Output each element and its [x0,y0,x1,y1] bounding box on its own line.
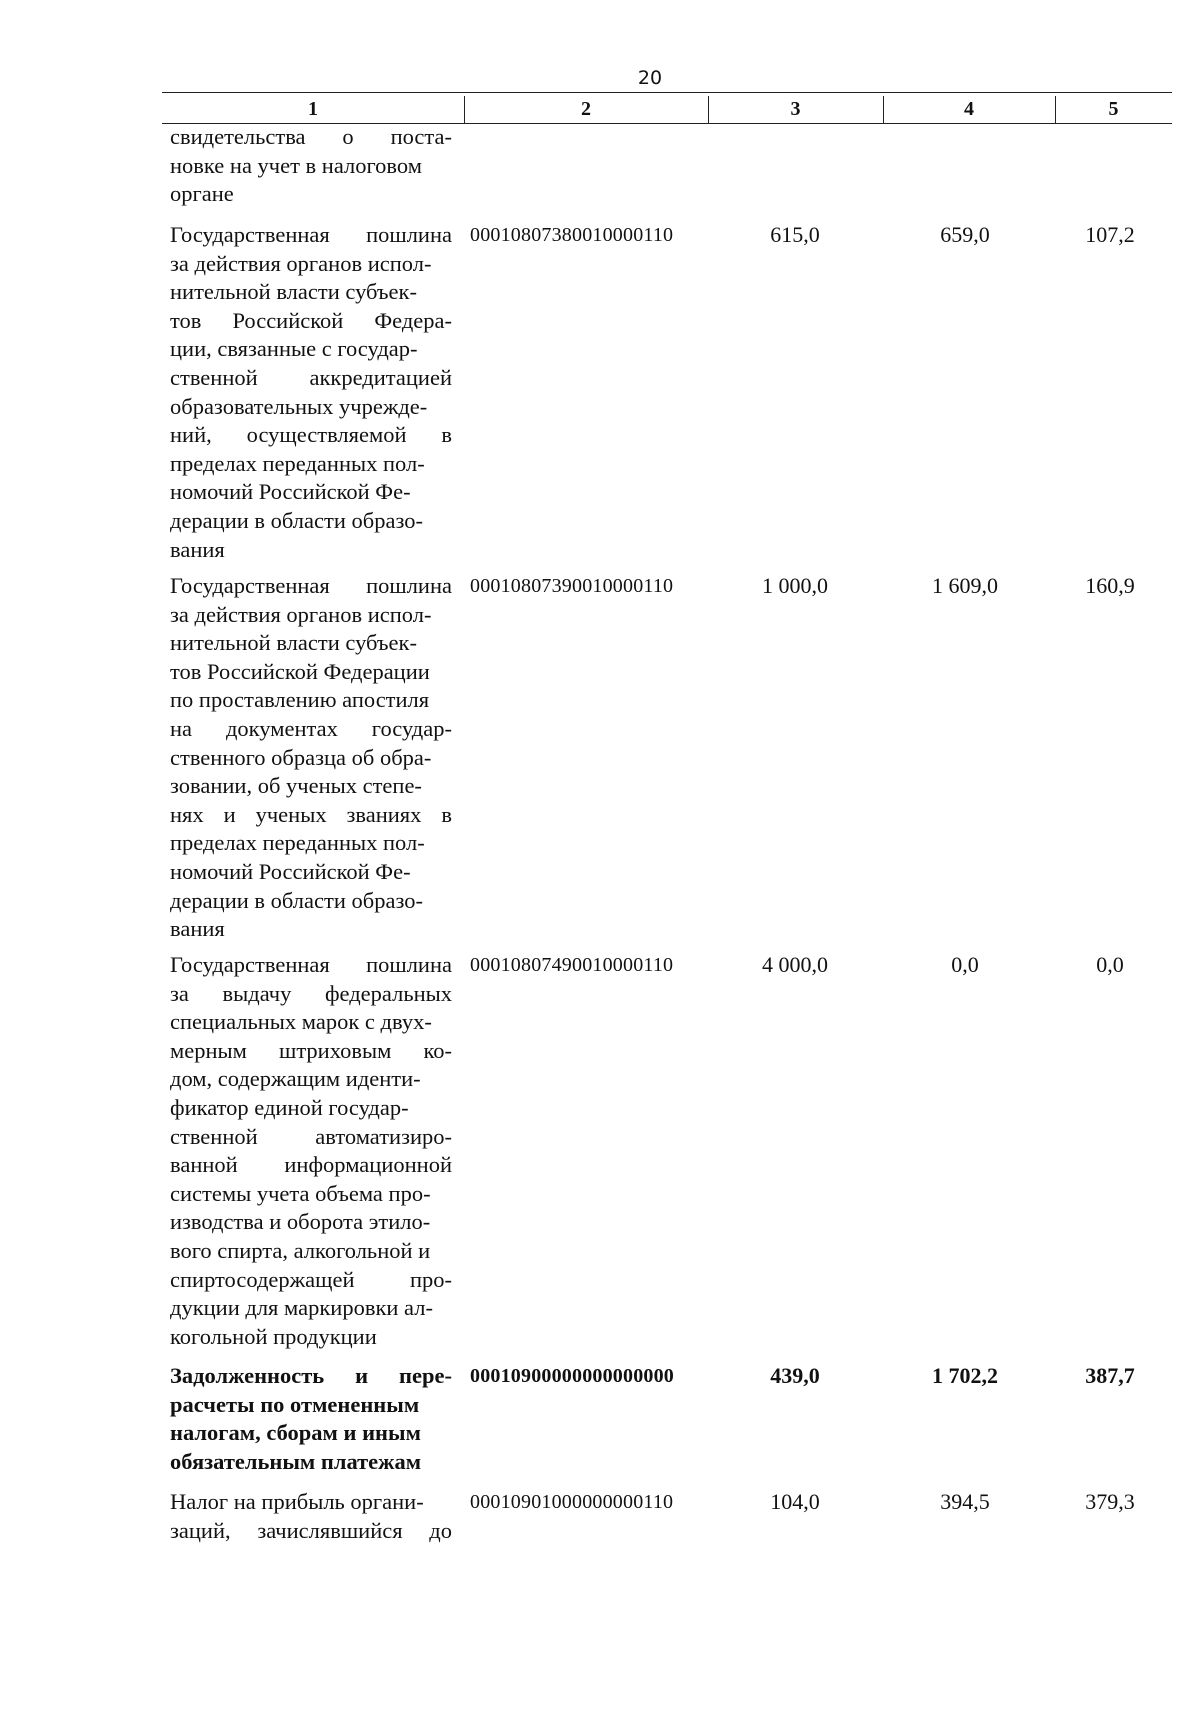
row-description [170,1362,452,1476]
description-line: заций, зачислявшийся до [170,1517,452,1543]
row-col3-value: 1 000,0 [762,573,828,598]
row-col4-value: 394,5 [940,1489,990,1514]
description-line: вания [170,916,225,942]
row-description [170,221,452,564]
description-line: ственной автоматизиро- [170,1123,452,1149]
description-line: спиртосодержащей про- [170,1266,452,1292]
row-col5-value: 387,7 [1085,1363,1135,1388]
row-code: 00010807490010000110 [470,954,674,976]
row-col4-value: 1 609,0 [932,573,998,598]
description-line: за действия органов испол- [170,601,432,627]
description-line: расчеты по отмененным [170,1391,420,1417]
description-line: нительной власти субъек- [170,630,417,656]
description-line: ванной информационной [170,1152,452,1178]
row-col5-value: 379,3 [1085,1489,1135,1514]
description-line: номочий Российской Фе- [170,858,411,884]
description-line: вого спирта, алкогольной и [170,1237,431,1263]
description-line: образовательных учрежде- [170,393,428,419]
row-col4-value: 0,0 [951,952,979,977]
header-top-rule [162,92,1172,93]
description-line: свидетельства о поста- [170,124,452,149]
description-line: специальных марок с двух- [170,1009,432,1035]
description-line: нительной власти субъек- [170,279,417,305]
description-line: на документах государ- [170,715,452,741]
row-col5-value: 107,2 [1085,222,1135,247]
column-header-4: 4 [964,98,974,120]
description-line: нях и ученых званиях в [170,801,452,827]
row-description [170,951,452,1351]
description-line: мерным штриховым ко- [170,1037,452,1063]
row-description [170,1488,452,1545]
description-line: ственного образца об обра- [170,744,432,770]
description-line: системы учета объема про- [170,1180,431,1206]
description-line: по проставлению апостиля [170,687,430,713]
column-header-5: 5 [1108,98,1119,120]
description-line: ции, связанные с государ- [170,336,418,362]
row-code: 00010900000000000000 [470,1365,674,1387]
description-line: ственной аккредитацией [170,364,452,390]
description-line: дерации в области образо- [170,887,423,913]
column-header-1: 1 [308,98,318,120]
description-line: за выдачу федеральных [170,980,452,1006]
row-col3-value: 104,0 [770,1489,820,1514]
description-line: новке на учет в налоговом [170,152,422,178]
page-number: 20 [637,67,663,89]
description-line: Государственная пошлина [170,952,452,977]
description-line: органе [170,181,234,207]
description-line: когольной продукции [170,1323,377,1349]
row-col3-value: 4 000,0 [762,952,828,977]
description-line: обязательным платежам [170,1448,422,1474]
description-line: ний, осуществляемой в [170,422,452,448]
description-line: вания [170,536,225,562]
row-col3-value: 439,0 [770,1363,820,1388]
description-line: фикатор единой государ- [170,1094,409,1120]
row-code: 00010807390010000110 [470,575,674,597]
description-line: номочий Российской Фе- [170,479,411,505]
row-col4-value: 1 702,2 [932,1363,998,1388]
row-col5-value: 0,0 [1096,952,1124,977]
description-line: за действия органов испол- [170,250,432,276]
column-header-2: 2 [581,98,591,120]
row-description [170,572,452,944]
description-line: Задолженность и пере- [170,1363,452,1388]
row-code: 00010807380010000110 [470,224,674,246]
description-line: Налог на прибыль органи- [170,1489,424,1514]
row-code: 00010901000000000110 [470,1491,674,1513]
row-description [170,123,452,209]
description-line: дерации в области образо- [170,507,423,533]
description-line: Государственная пошлина [170,222,452,247]
column-header-3: 3 [790,98,801,120]
description-line: пределах переданных пол- [170,450,425,476]
description-line: зовании, об ученых степе- [170,773,422,799]
description-line: тов Российской Федерации [170,658,430,684]
row-col5-value: 160,9 [1085,573,1135,598]
description-line: дом, содержащим иденти- [170,1066,421,1092]
description-line: налогам, сборам и иным [170,1420,421,1446]
description-line: пределах переданных пол- [170,830,425,856]
row-col3-value: 615,0 [770,222,820,247]
description-line: дукции для маркировки ал- [170,1295,433,1321]
description-line: тов Российской Федера- [170,307,452,333]
description-line: Государственная пошлина [170,573,452,598]
description-line: изводства и оборота этило- [170,1209,431,1235]
row-col4-value: 659,0 [940,222,990,247]
